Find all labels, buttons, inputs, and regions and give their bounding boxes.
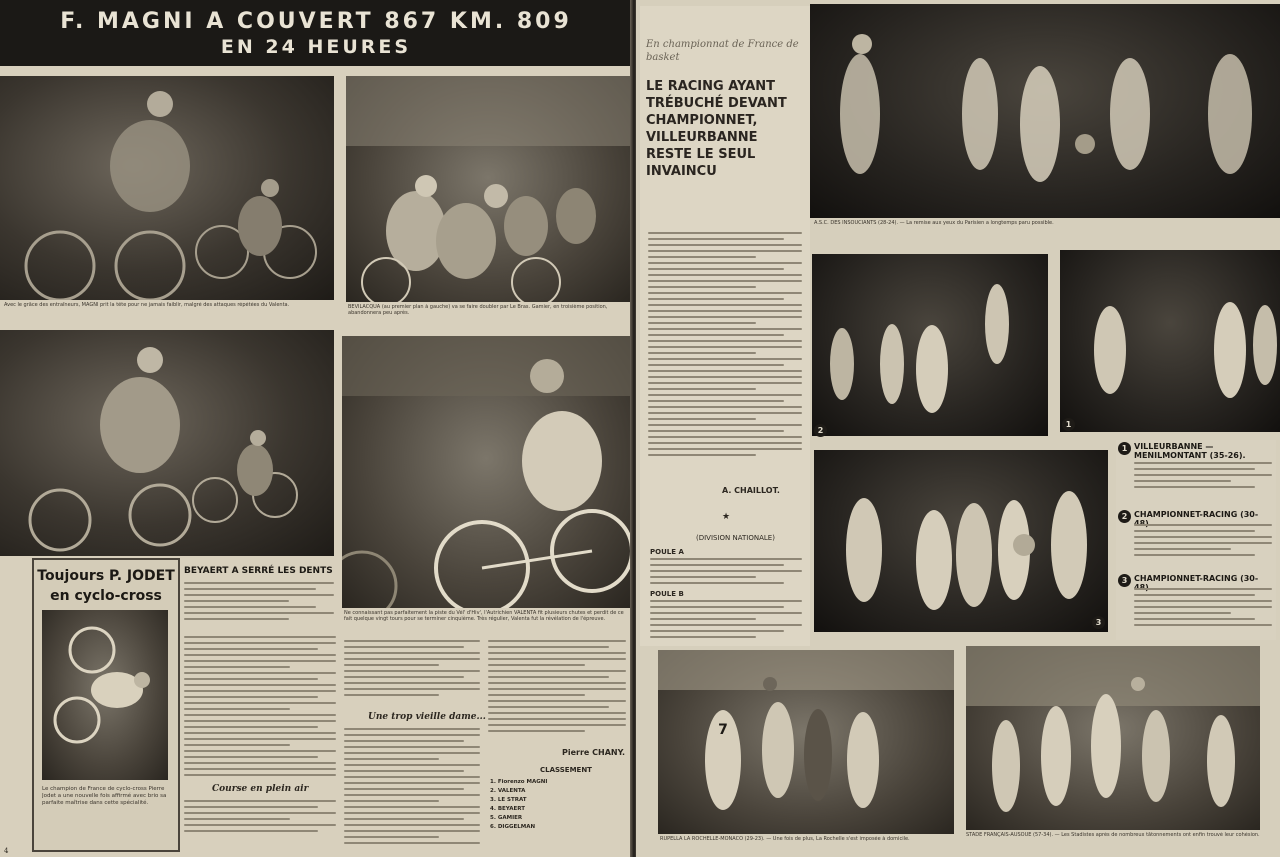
main-title: F. MAGNI A COUVERT 867 KM. 809	[60, 9, 572, 34]
caption-jodet: Le champion de France de cyclo-cross Pierre Jodet a une nouvelle fois affirmé avec brio sa parfaite maîtrise dans cette spécialité.	[42, 786, 167, 806]
article-column-2b	[344, 728, 480, 852]
photo-basket-2	[812, 254, 1048, 436]
jersey-number: 7	[718, 722, 728, 738]
side-text-2	[1134, 524, 1272, 568]
photo-basket-1	[1060, 250, 1280, 432]
poule-b-results	[650, 600, 802, 644]
photo-basket-top	[810, 4, 1280, 218]
side-num-3: 3	[1118, 574, 1131, 587]
photo-number-2: 2	[814, 424, 827, 437]
poule-b-label: POULE B	[650, 590, 684, 598]
poule-a-label: POULE A	[650, 548, 684, 556]
subhead-course-plein-air: Course en plein air	[212, 784, 309, 794]
photo-stade-francais	[966, 646, 1260, 830]
classement-line: 6. DIGGELMAN	[490, 824, 536, 830]
caption-basket-top: A.S.C. DES INSOUCIANTS (28-24). — La remise aux yeux du Parisien a longtemps paru possible.	[814, 220, 1054, 226]
jodet-box	[32, 558, 180, 852]
subhead-vieille-dame: Une trop vieille dame...	[368, 712, 486, 722]
side-num-2: 2	[1118, 510, 1131, 523]
jodet-title-line1: Toujours P. JODET	[37, 568, 175, 584]
photo-magni-pacing	[0, 76, 334, 300]
side-text-3	[1134, 588, 1272, 636]
caption-photo-1: Avec le grâce des entraîneurs, MAGNI prit la tête pour ne jamais faiblir, malgré des attaques répétées du Valenta.	[4, 302, 290, 308]
side-title-2: CHAMPIONNET-RACING (30-	[1134, 510, 1259, 519]
side-title-3: CHAMPIONNET-RACING (30-	[1134, 574, 1259, 583]
photo-derny-pacing	[0, 330, 334, 556]
basket-article-text	[648, 232, 802, 466]
side-notes	[1116, 440, 1276, 640]
right-headline: LE RACING AYANT TRÉBUCHÉ DEVANT CHAMPIONNET, VILLEURBANNE RESTE LE SEUL INVAINCU	[646, 79, 787, 179]
bayaert-intro	[184, 582, 334, 632]
classement-line: 5. GAMIER	[490, 815, 523, 821]
side-num-1: 1	[1118, 442, 1131, 455]
page-number-left: 4	[4, 847, 9, 855]
photo-valenta-rider	[342, 336, 630, 608]
photo-number-1: 1	[1062, 418, 1075, 431]
main-subtitle: EN 24 HEURES	[220, 36, 412, 58]
photo-basket-3	[814, 450, 1108, 632]
jodet-box-title	[34, 566, 178, 606]
classement-line: 3. LE STRAT	[490, 797, 527, 803]
article-column-2a	[344, 640, 480, 708]
title-banner	[0, 0, 632, 66]
classement-list-left	[490, 778, 626, 832]
caption-rupella: RUPELLA LA ROCHELLE-MONACO (29-23). — Une fois de plus, La Rochelle s'est imposée à domicile.	[660, 836, 910, 842]
side-text-1	[1134, 462, 1272, 496]
photo-number-3: 3	[1092, 616, 1105, 629]
division-label: (DIVISION NATIONALE)	[696, 534, 775, 542]
classement-line: 2. VALENTA	[490, 788, 526, 794]
classement-line: 4. BEYAERT	[490, 806, 525, 812]
star-separator: ★	[722, 512, 731, 522]
classement-label-left: CLASSEMENT	[540, 766, 592, 774]
poule-a-results	[650, 558, 802, 588]
photo-jodet	[42, 610, 168, 780]
signature-chaillot: A. CHAILLOT.	[722, 486, 780, 495]
jodet-title-line2: en cyclo-cross	[50, 588, 162, 604]
caption-stade-francais: STADE FRANÇAIS-AUSOUE (57-34). — Les Stadistes après de nombreux tâtonnements ont enfin trouvé leur cohésion.	[966, 832, 1260, 838]
caption-photo-4: Ne connaissant pas parfaitement la piste du Vél' d'Hiv', l'Autrichien VALENTA fit plusieurs chutes et perdit de ce fait quelque vingt tours pour se terminer cinquième. Très régulier, Valenta fut la révélation de l'épreuve.	[344, 610, 624, 622]
bayaert-headline: BEYAERT A SERRÉ LES DENTS	[184, 566, 333, 576]
left-page	[0, 0, 632, 857]
photo-bevilacqua-pack	[346, 76, 630, 302]
article-column-3a	[488, 640, 626, 744]
right-kicker: En championnat de France de basket	[646, 39, 799, 63]
signature-chany: Pierre CHANY.	[562, 748, 626, 757]
article-column-1	[184, 636, 336, 782]
caption-photo-2: BEVILACQUA (au premier plan à gauche) va se faire doubler par Le Bras. Gamier, en troisième position, abandonnera peu après.	[348, 304, 608, 316]
side-title-1: VILLEURBANNE — MENILMONTANT (35-26).	[1134, 442, 1246, 460]
article-column-1b	[184, 800, 336, 850]
classement-line: 1. Fiorenzo MAGNI	[490, 779, 548, 785]
photo-rupella-monaco	[658, 650, 954, 834]
